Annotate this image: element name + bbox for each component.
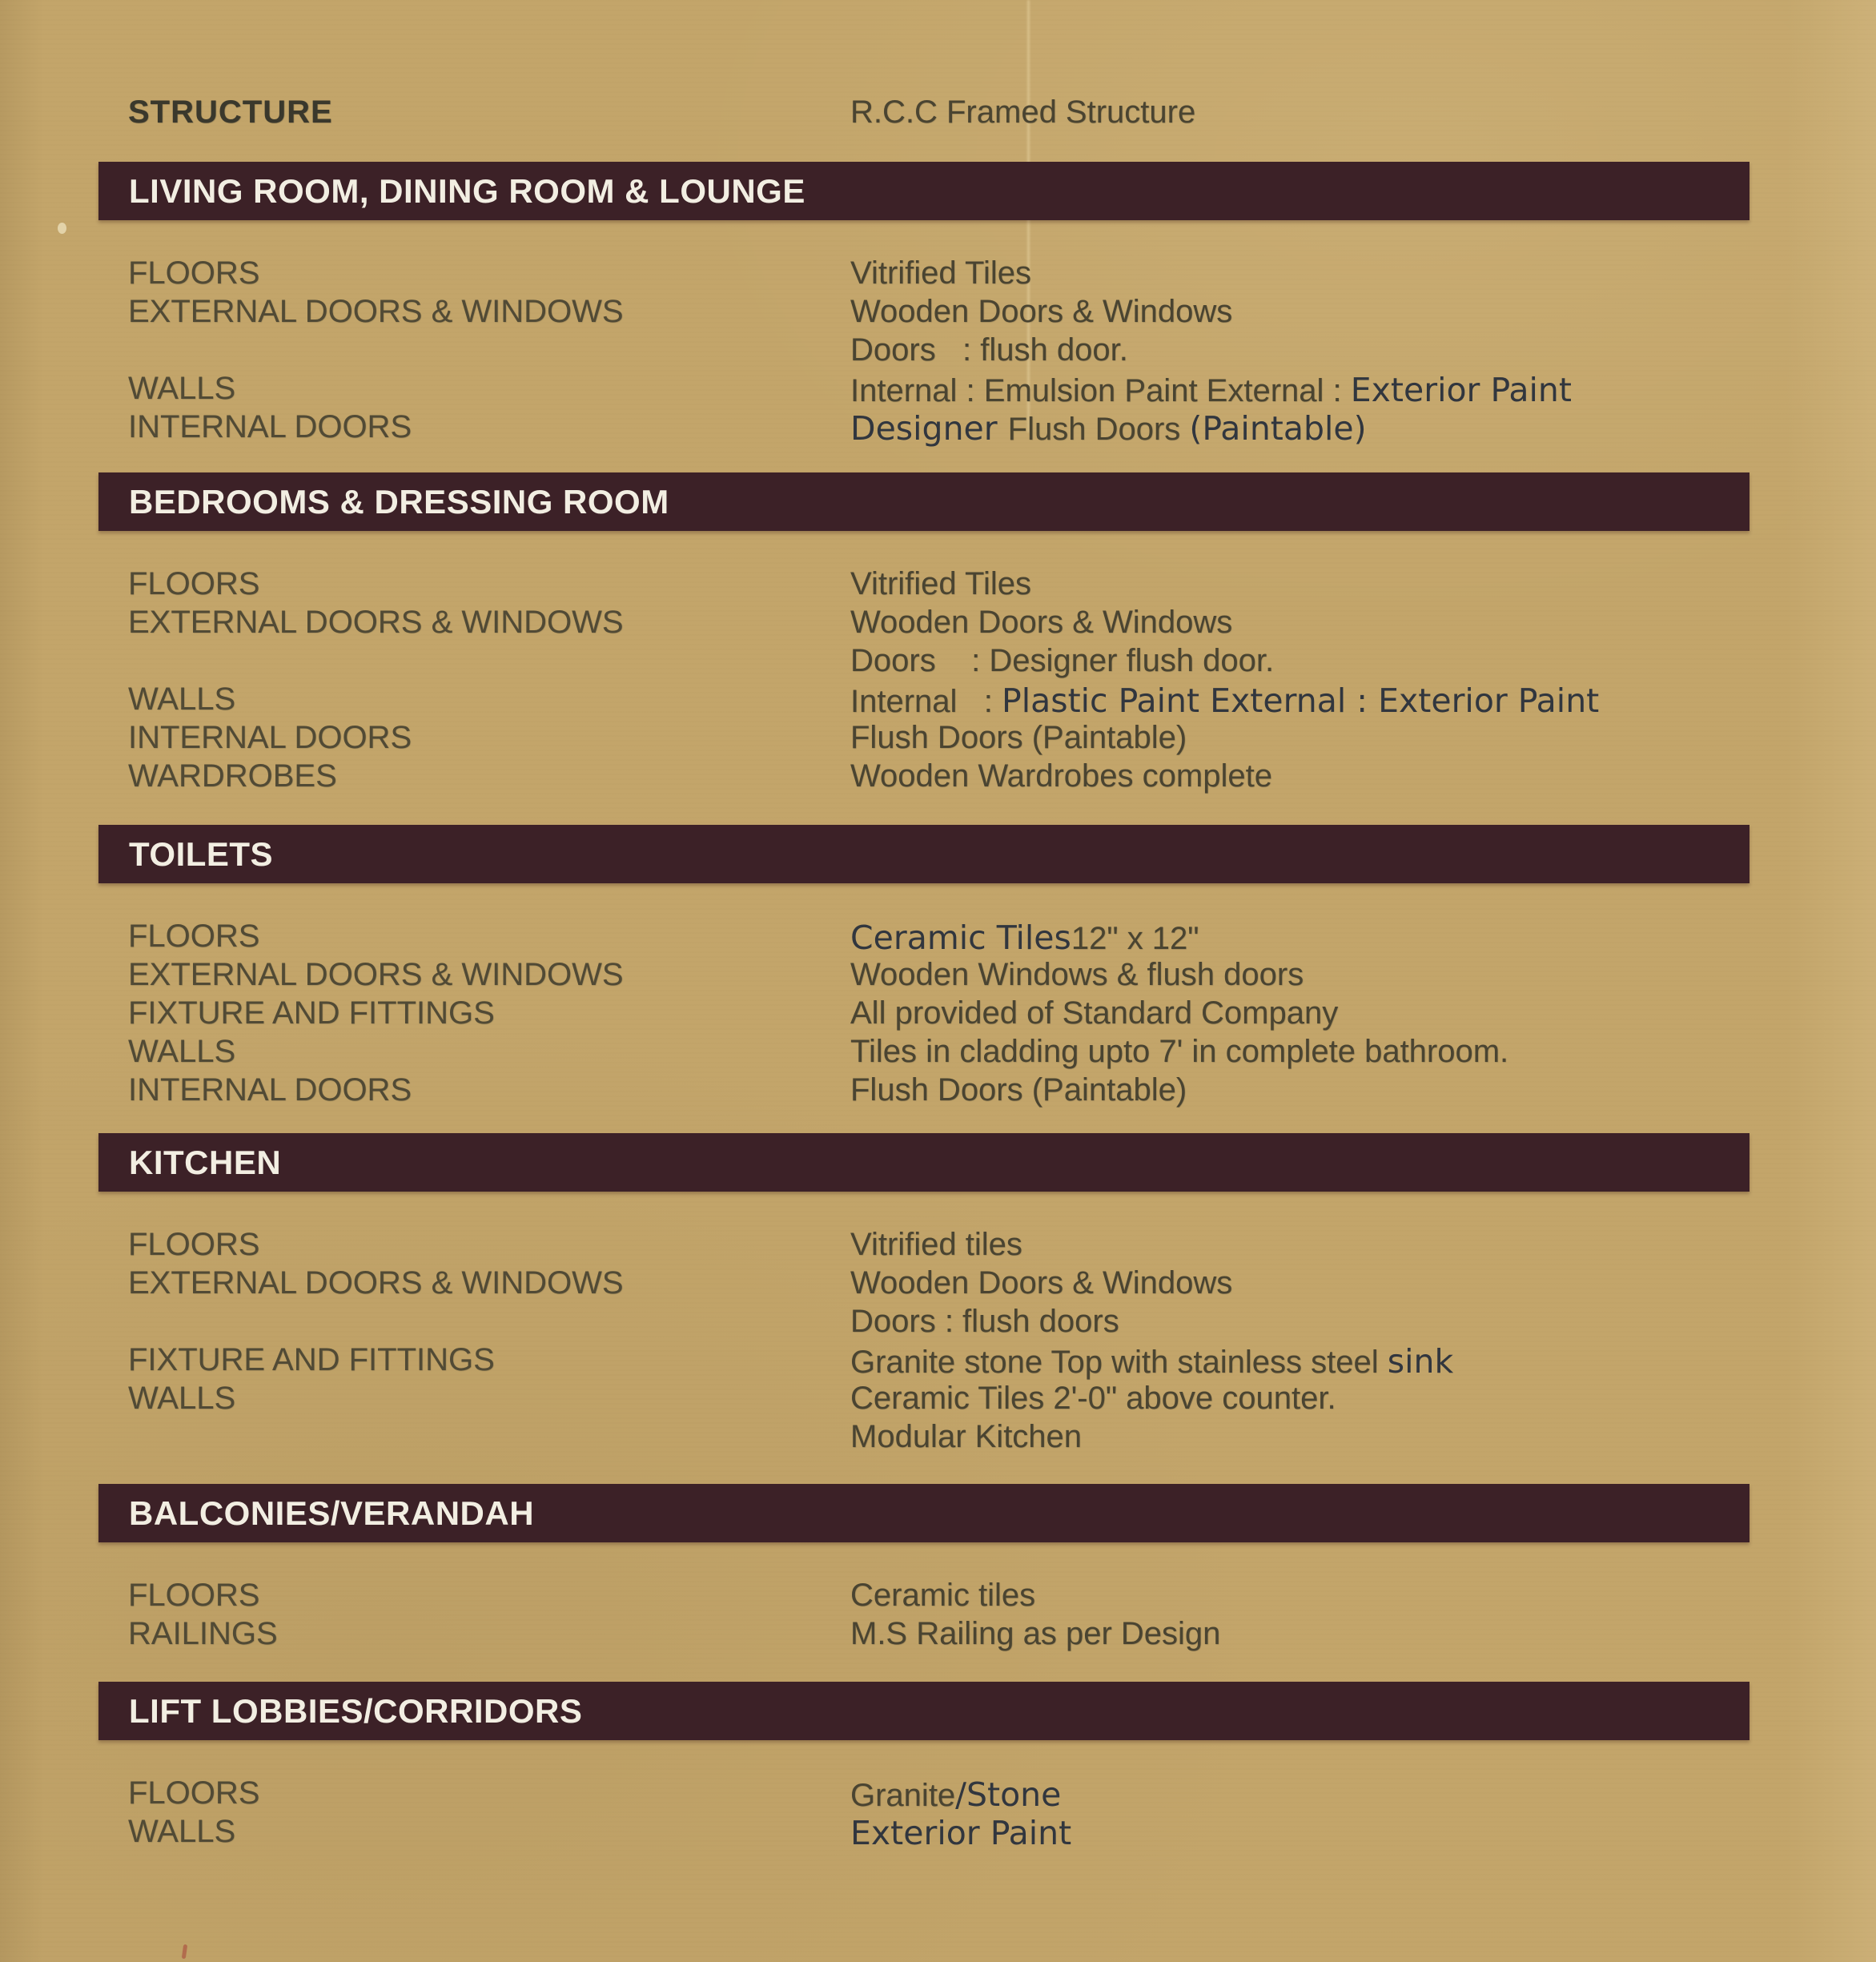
spec-value — [850, 294, 1232, 330]
spec-value — [850, 643, 1274, 679]
spec-row — [0, 957, 1876, 995]
patched-text-segment: (Paintable) — [1189, 409, 1367, 448]
spec-row — [0, 919, 1876, 957]
spec-value — [850, 1304, 1119, 1340]
scan-text-segment: Wooden Doors & Windows — [850, 294, 1233, 329]
spec-value — [850, 1227, 1022, 1263]
spec-label: EXTERNAL DOORS & WINDOWS — [128, 1265, 624, 1301]
spec-row — [0, 1381, 1876, 1419]
scan-text-segment: Flush Doors (Paintable) — [850, 1072, 1187, 1108]
spec-label: FLOORS — [128, 1775, 260, 1811]
spec-label: INTERNAL DOORS — [128, 1072, 412, 1108]
spec-row — [0, 605, 1876, 643]
spec-label: FLOORS — [128, 1578, 260, 1613]
spec-row — [0, 1072, 1876, 1111]
spec-label: FLOORS — [128, 566, 260, 601]
spec-row — [0, 332, 1876, 371]
spec-label: WARDROBES — [128, 758, 337, 794]
scan-text-segment: Modular Kitchen — [850, 1419, 1083, 1454]
spec-row — [0, 409, 1876, 448]
section-title: BALCONIES/VERANDAH — [129, 1494, 535, 1532]
section-header-bar — [98, 162, 1749, 220]
scan-text-segment: 12" x 12" — [1071, 921, 1199, 956]
spec-row — [0, 1419, 1876, 1457]
spec-row — [0, 1227, 1876, 1265]
scan-text-segment: Vitrified Tiles — [850, 566, 1032, 601]
section-header-bar — [98, 1133, 1749, 1192]
scan-text-segment: Vitrified Tiles — [850, 255, 1032, 291]
patched-text-segment: sink — [1387, 1342, 1454, 1381]
patched-text-segment: /Stone — [955, 1775, 1062, 1814]
section-header-bar — [98, 472, 1749, 531]
section-title: LIFT LOBBIES/CORRIDORS — [129, 1692, 583, 1730]
spec-rows — [0, 1227, 1876, 1457]
scan-text-segment: Vitrified tiles — [850, 1227, 1022, 1262]
spec-value — [850, 332, 1128, 368]
spec-row — [0, 1265, 1876, 1304]
spec-value — [850, 1034, 1508, 1070]
scan-text-segment: Tiles in cladding upto 7' in complete bathroom. — [850, 1034, 1509, 1069]
spec-value — [850, 371, 1572, 409]
spec-value — [850, 720, 1187, 756]
spec-value — [850, 1814, 1071, 1852]
section-title: LIVING ROOM, DINING ROOM & LOUNGE — [129, 172, 805, 210]
spec-label: RAILINGS — [128, 1616, 278, 1651]
spec-value — [850, 255, 1031, 291]
spec-row — [0, 1775, 1876, 1814]
spec-value — [850, 1775, 1061, 1814]
spec-rows — [0, 1775, 1876, 1852]
spec-value — [850, 1616, 1220, 1652]
scan-text-segment: Wooden Doors & Windows — [850, 605, 1233, 640]
section-header-bar — [98, 825, 1749, 883]
spec-value — [850, 566, 1031, 602]
spec-rows — [0, 1578, 1876, 1654]
patched-text-segment: Exterior Paint — [850, 1814, 1072, 1852]
spec-label: FLOORS — [128, 255, 260, 291]
spec-row — [0, 758, 1876, 797]
spec-row — [0, 995, 1876, 1034]
spec-rows — [0, 566, 1876, 797]
spec-row — [0, 720, 1876, 758]
scan-text-segment: Granite — [850, 1778, 956, 1813]
spec-row — [0, 294, 1876, 332]
scan-artifact-dot — [58, 223, 66, 234]
scan-text-segment: All provided of Standard Company — [850, 995, 1339, 1031]
scan-text-segment: Doors : flush door. — [850, 332, 1128, 368]
patched-text-segment: Designer — [850, 409, 1008, 448]
spec-row — [0, 371, 1876, 409]
spec-label: WALLS — [128, 1381, 236, 1416]
patched-text-segment: Ceramic Tiles — [850, 919, 1071, 957]
spec-value — [850, 681, 1599, 720]
spec-row — [0, 681, 1876, 720]
spec-value — [850, 1381, 1336, 1417]
spec-label: INTERNAL DOORS — [128, 409, 412, 444]
spec-value — [850, 409, 1367, 448]
structure-row — [0, 94, 1876, 133]
scan-text-segment: Ceramic tiles — [850, 1578, 1036, 1613]
scan-text-segment: Wooden Doors & Windows — [850, 1265, 1233, 1301]
scan-text-segment: M.S Railing as per Design — [850, 1616, 1221, 1651]
spec-label: WALLS — [128, 1814, 236, 1849]
spec-label: FLOORS — [128, 919, 260, 954]
spec-row — [0, 566, 1876, 605]
spec-value — [850, 1265, 1232, 1301]
structure-label: STRUCTURE — [128, 94, 333, 130]
spec-value — [850, 995, 1338, 1031]
spec-rows — [0, 919, 1876, 1111]
spec-label: EXTERNAL DOORS & WINDOWS — [128, 605, 624, 640]
patched-text-segment: Exterior Paint — [1350, 371, 1572, 409]
spec-value — [850, 1419, 1082, 1455]
scan-text-segment: Flush Doors — [1007, 412, 1190, 447]
scan-text-segment: Internal : — [850, 684, 1002, 719]
spec-value — [850, 919, 1199, 957]
scan-text-segment: Internal : Emulsion Paint External : — [850, 373, 1351, 408]
spec-value — [850, 1342, 1453, 1381]
spec-value — [850, 1072, 1187, 1108]
scan-text-segment: Wooden Windows & flush doors — [850, 957, 1304, 992]
spec-row — [0, 1578, 1876, 1616]
spec-value — [850, 957, 1304, 993]
scan-text-segment: Wooden Wardrobes complete — [850, 758, 1272, 794]
spec-row — [0, 1342, 1876, 1381]
spec-label: EXTERNAL DOORS & WINDOWS — [128, 957, 624, 992]
spec-value — [850, 605, 1232, 641]
section-header-bar — [98, 1484, 1749, 1542]
scan-text-segment: Granite stone Top with stainless steel — [850, 1345, 1388, 1380]
spec-row — [0, 1616, 1876, 1654]
scan-text-segment: Doors : flush doors — [850, 1304, 1119, 1339]
spec-row — [0, 643, 1876, 681]
spec-label: WALLS — [128, 371, 236, 406]
scan-text-segment: Flush Doors (Paintable) — [850, 720, 1187, 755]
scan-text-segment: Doors : Designer flush door. — [850, 643, 1275, 678]
spec-label: INTERNAL DOORS — [128, 720, 412, 755]
spec-rows — [0, 255, 1876, 448]
spec-label: WALLS — [128, 1034, 236, 1069]
spec-value — [850, 758, 1272, 794]
section-header-bar — [98, 1682, 1749, 1740]
scan-artifact-speck — [182, 1944, 187, 1960]
spec-label: EXTERNAL DOORS & WINDOWS — [128, 294, 624, 329]
patched-text-segment: Plastic Paint External : Exterior Paint — [1001, 681, 1600, 720]
structure-value: R.C.C Framed Structure — [850, 94, 1196, 130]
spec-row — [0, 1034, 1876, 1072]
scan-text-segment: Ceramic Tiles 2'-0" above counter. — [850, 1381, 1336, 1416]
spec-row — [0, 255, 1876, 294]
spec-label: FIXTURE AND FITTINGS — [128, 995, 495, 1031]
spec-label: WALLS — [128, 681, 236, 717]
spec-label: FIXTURE AND FITTINGS — [128, 1342, 495, 1377]
spec-label: FLOORS — [128, 1227, 260, 1262]
section-title: KITCHEN — [129, 1144, 282, 1181]
spec-row — [0, 1814, 1876, 1852]
section-title: TOILETS — [129, 835, 274, 873]
spec-row — [0, 1304, 1876, 1342]
section-title: BEDROOMS & DRESSING ROOM — [129, 483, 669, 521]
spec-value — [850, 1578, 1035, 1614]
